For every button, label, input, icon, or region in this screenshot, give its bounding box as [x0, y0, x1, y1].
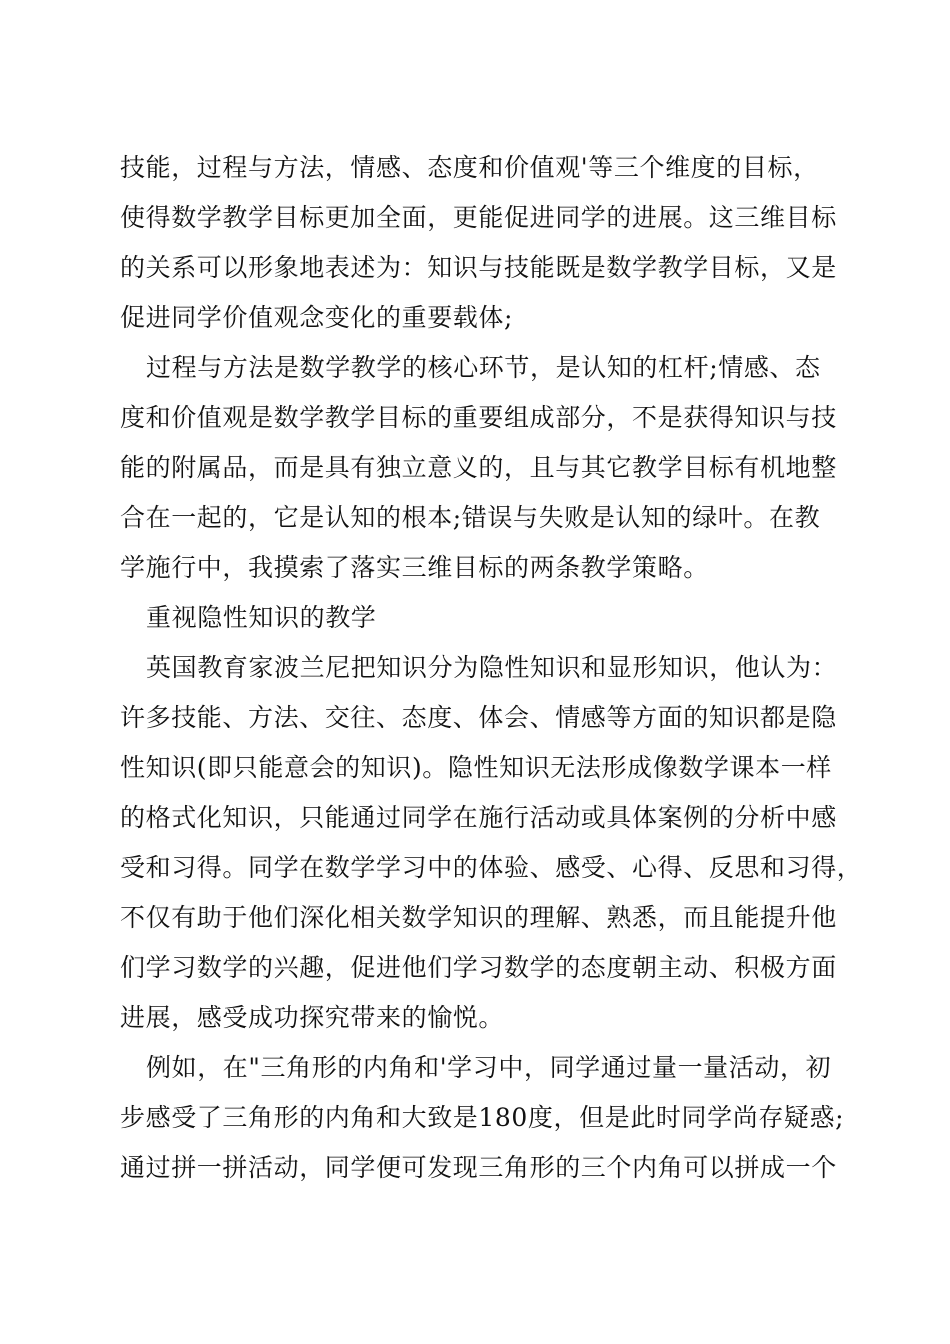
text-line: 学施行中，我摸索了落实三维目标的两条教学策略。	[120, 553, 709, 582]
text-line: 受和习得。同学在数学学习中的体验、感受、心得、反思和习得，	[120, 853, 863, 882]
section-heading: 重视隐性知识的教学	[146, 603, 377, 632]
text-line: 度和价值观是数学教学目标的重要组成部分，不是获得知识与技	[120, 403, 837, 432]
text-line: 性知识(即只能意会的知识)。隐性知识无法形成像数学课本一样	[120, 753, 832, 782]
text-line: 步感受了三角形的内角和大致是180度，但是此时同学尚存疑惑;	[120, 1103, 845, 1132]
text-line: 通过拼一拼活动，同学便可发现三角形的三个内角可以拼成一个	[120, 1153, 837, 1182]
text-line: 进展，感受成功探究带来的愉悦。	[120, 1003, 505, 1032]
text-line: 许多技能、方法、交往、态度、体会、情感等方面的知识都是隐	[120, 703, 837, 732]
text-line: 的格式化知识，只能通过同学在施行活动或具体案例的分析中感	[120, 803, 837, 832]
paragraph-first-line: 例如，在"三角形的内角和'学习中，同学通过量一量活动，初	[146, 1053, 832, 1082]
paragraph-first-line: 过程与方法是数学教学的核心环节，是认知的杠杆;情感、态	[146, 353, 821, 382]
text-line: 促进同学价值观念变化的重要载体;	[120, 303, 514, 332]
paragraph-first-line: 英国教育家波兰尼把知识分为隐性知识和显形知识，他认为：	[146, 653, 838, 682]
text-line: 合在一起的，它是认知的根本;错误与失败是认知的绿叶。在教	[120, 503, 821, 532]
text-line: 技能，过程与方法，情感、态度和价值观'等三个维度的目标，	[120, 153, 819, 182]
text-line: 的关系可以形象地表述为：知识与技能既是数学教学目标，又是	[120, 253, 837, 282]
text-line: 不仅有助于他们深化相关数学知识的理解、熟悉，而且能提升他	[120, 903, 837, 932]
text-line: 们学习数学的兴趣，促进他们学习数学的态度朝主动、积极方面	[120, 953, 837, 982]
text-line: 使得数学教学目标更加全面，更能促进同学的进展。这三维目标	[120, 203, 837, 232]
text-line: 能的附属品，而是具有独立意义的，且与其它教学目标有机地整	[120, 453, 837, 482]
